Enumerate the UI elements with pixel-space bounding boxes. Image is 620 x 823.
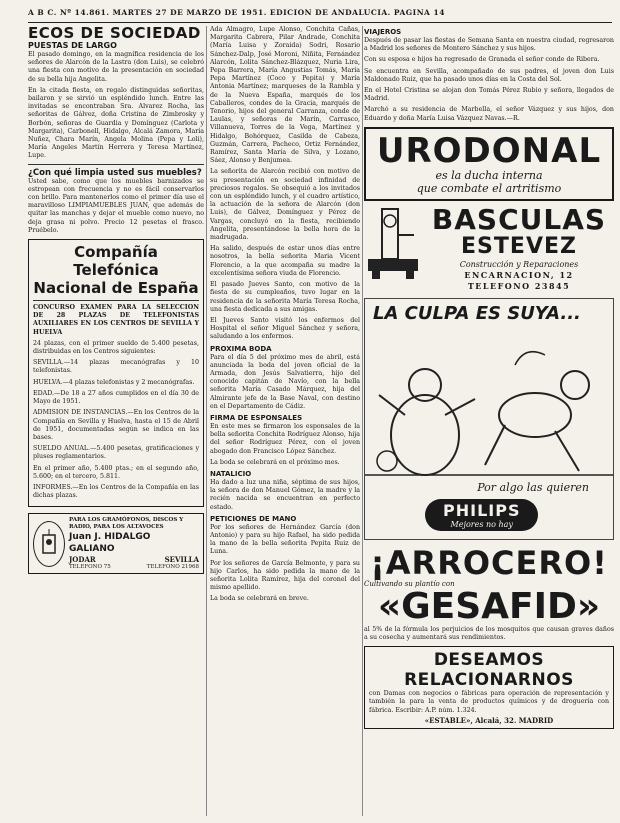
section-subtitle: PUESTAS DE LARGO	[28, 41, 117, 50]
article-paragraph: Ha salido, después de estar unos días entre nosotros, la bella señorita Maria Vicent Florencio, a la que acompaña su madre la excelentísima señora viuda de Florencio.	[210, 245, 360, 277]
hidalgo-phone: TELEFONO 21968	[146, 564, 199, 571]
basculas-address: ENCARNACION, 12	[464, 269, 574, 280]
section-heading: PROXIMA BODA	[210, 344, 272, 353]
article-paragraph: En el Hotel Cristina se alojan don Tomás Pérez Rubio y señora, llegados de Madrid.	[364, 87, 614, 103]
basculas-phone: TELEFONO 23845	[467, 280, 571, 291]
column-divider	[206, 26, 207, 816]
arrocero-sub: Cultivando su plantío con	[364, 579, 455, 588]
relaciones-text: con Damas con negocios o fábricas para operación de representación y también la para la venta de productos químicos y de droguería con fábrica. Escribir: A.P. núm. 1.324.	[369, 690, 609, 714]
hidalgo-tagline: PARA LOS GRAMÓFONOS, DISCOS Y RADIO, PARA LOS ALTAVOCES	[69, 517, 184, 531]
philips-tagline: Mejores no hay	[450, 519, 513, 529]
section-heading: NATALICIO	[210, 469, 252, 478]
basculas-brand: ESTEVEZ	[461, 233, 577, 259]
philips-logo	[425, 499, 538, 531]
section-heading: PETICIONES DE MANO	[210, 514, 297, 523]
article-paragraph: Con su esposa e hijos ha regresado de Granada el señor conde de Ribera.	[364, 56, 600, 64]
telefonica-item: INFORMES.—En los Centros de la Compañía en las dichas plazas.	[33, 483, 199, 500]
article-paragraph: Por los señores de Hernández García (don Antonio) y para su hijo Rafael, ha sido pedida la mano de la bella señorita Pepita Ruiz de Luna.	[210, 523, 360, 556]
ad-text: Usted sabe, como que los muebles barnizados se estropean con frecuencia y no es fácil conservarlos con brillo. Para mantenerlos como el primer día use el maravilloso LIMPIAMUEBLES JUAN, que además de quitar las manchas y dejar el mueble como nuevo, no deja grasa ni polvo. Precio 12 pesetas el frasco. Pruébelo.	[28, 177, 204, 234]
urodonal-tagline: que combate el artritismo	[416, 181, 562, 195]
column-middle	[210, 26, 360, 607]
telefonica-item: En el primer año, 5.400 ptas.; en el segundo año, 5.600; en el tercero, 5.811.	[33, 464, 199, 480]
article-paragraph: Se encuentra en Sevilla, acompañado de sus padres, el joven don Luis Maldonado Ruiz, que ha pasado unos días en la Costa del Sol.	[364, 67, 614, 83]
hidalgo-city: JODAR	[69, 555, 96, 565]
telefonica-item: 24 plazas, con el primer sueldo de 5.400 pesetas, distribuidas en los Centros siguientes:	[33, 339, 199, 356]
philips-ad	[364, 298, 614, 540]
telefonica-item: ADMISION DE INSTANCIAS.—En los Centros de la Compañía en Sevilla y Huelva, hasta el 15 de Abril de 1951, documentadas según se indica en las bases.	[33, 409, 199, 441]
basculas-title: BASCULAS	[431, 202, 607, 236]
article-paragraph: La señorita de Alarcón recibió con motivo de su presentación en sociedad infinidad de preciosos regalos. Se obsequió a los invitados con un espléndido lunch, y el cuadro artístico, la actuación de la señora de Alarcón (don Luis), de Gálvez, Domínguez y Pérez de Vargas, concluyó en la fiesta, recibiendo Angelita, presentándose la bella hora de la madrugada.	[210, 168, 360, 242]
article-paragraph: La boda se celebrará en el próximo mes.	[210, 458, 340, 466]
section-heading: VIAJEROS	[364, 28, 402, 36]
article-paragraph: Para el día 5 del próximo mes de abril, está anunciada la boda del joven oficial de la Armada, don Jesús Salvatierra, hijo del conocido capitán de Navío, con la bella señorita María Casado Márquez, hija del Almirante jefe de la Base Naval, con destino en el Departamento de Cádiz.	[210, 353, 360, 410]
gesafid-title: «GESAFID»	[377, 585, 601, 627]
telefonica-ad	[28, 239, 204, 507]
telefonica-item: SUELDO ANUAL.—5.400 pesetas, gratificaciones y pluses reglamentarios.	[33, 445, 199, 461]
section-title: ECOS DE SOCIEDAD	[28, 26, 201, 42]
article-paragraph: Marchó a su residencia de Marbella, el señor Vázquez y sus hijos, don Eduardo y doña María Luisa Vázquez Navas.—R.	[364, 106, 614, 122]
article-paragraph: Por los señores de García Belmonte, y para su hijo Carlos, ha sido pedida la mano de la señorita Lolita Ramírez, hija del coronel del mismo apellido.	[210, 559, 360, 592]
relaciones-ad	[364, 646, 614, 729]
telefonica-title: Compañía Telefónica	[73, 243, 159, 280]
article-paragraph: Después de pasar las fiestas de Semana Santa en nuestra ciudad, regresaron a Madrid los señores de Montero Sánchez y sus hijos.	[364, 37, 614, 53]
article-paragraph: Ada Almagro, Lupe Alonso, Conchita Cañas, Margarita Cabrera, Pilar Andrade, Conchita (María Luisa y Zoraida) Sodri, Rosario Sánchez-Dalp, José Moroni, Niñita, Fernández Alarcón, Lolita Sánchez-Blázquez, Nuria Lira, Pepa Barrera, María Angustias Tomás, María Pepa Martínez (Coco y Pepita) y María Antonia Martínez; marqueses de la Rambla y de la Nueva España, marqués de los Caballeros, condes de la Gracia, marqués de Tenorio, hijos del general Carranza, conde de Laulas, y señoras de Marín, Carrasco, Villanueva, Torres de la Vega, Martínez y Hidalgo, Bohórquez, Casilda de Cabeza, Guzmán, Carrera, Pacheco, Ortiz Fernández, Ramírez, Santa María de Silva, y Lozano, Sáez, Alonso y Benjumea.	[210, 26, 360, 165]
article-paragraph: El Jueves Santo visitó los enfermos del Hospital el señor Miguel Sánchez y señora, saludando a los enfermos.	[210, 316, 360, 341]
philips-brand: PHILIPS	[443, 500, 521, 520]
relaciones-address: «ESTABLE», Alcalá, 32. MADRID	[424, 715, 554, 725]
column-left	[28, 26, 204, 574]
relaciones-title: DESEAMOS RELACIONARNOS	[404, 650, 574, 691]
column-right	[364, 26, 614, 729]
telefonica-item: EDAD.—De 18 a 27 años cumplidos en el día 30 de Mayo de 1951.	[33, 389, 199, 406]
article-paragraph: El pasado domingo, en la magnífica residencia de los señores de Alarcón de la Lastra (don Luis), se celebró una fiesta con motivo de la presentación en sociedad de su bella hija Angelita.	[28, 51, 204, 83]
article-paragraph: El pasado Jueves Santo, con motivo de la fiesta de su cumpleaños, tuvo lugar en la residencia de la señorita María Teresa Rocha, una fiesta dedicada a sus amigas.	[210, 281, 360, 313]
hidalgo-name: Juan J. HIDALGO GALIANO	[69, 532, 151, 555]
cartoon-title: LA CULPA ES SUYA...	[373, 302, 581, 324]
telefonica-item: HUELVA.—4 plazas telefonistas y 2 mecanógrafas.	[33, 378, 195, 386]
cartoon-illustration-icon	[365, 325, 613, 485]
gesafid-text: al 5% de la fórmula los perjuicios de los mosquitos que causan graves daños a su cosecha y aumentará sus rendimientos.	[364, 625, 614, 642]
column-divider	[362, 26, 363, 816]
article-paragraph: La boda se celebrará en breve.	[210, 595, 309, 603]
urodonal-title: URODONAL	[376, 130, 602, 171]
section-heading: FIRMA DE ESPONSALES	[210, 413, 303, 422]
hidalgo-city: SEVILLA	[164, 555, 199, 565]
telefonica-title: Nacional de España	[33, 279, 199, 298]
divider	[33, 300, 199, 301]
article-paragraph: En este mes se firmaron los esponsales de la bella señorita Conchita Rodríguez Alonso, hija del señor Rodríguez Pérez, con el joven abogado don Francisco López Sánchez.	[210, 422, 360, 455]
basculas-ad	[364, 202, 614, 292]
cartoon-caption: Por algo las quieren	[477, 480, 589, 494]
page-header: A B C. Nº 14.861. MARTES 27 DE MARZO DE 1951. EDICION DE ANDALUCIA. PAGINA 14	[28, 8, 612, 23]
telefonica-concurso: CONCURSO EXAMEN PARA LA SELECCION DE 28 PLAZAS DE TELEFONISTAS AUXILIARES EN LOS CENTROS DE SEVILLA Y HUELVA	[33, 304, 199, 336]
hidalgo-phone: TELEFONO 75	[69, 564, 111, 571]
hidalgo-ad	[28, 513, 204, 574]
basculas-sub: Construcción y Reparaciones	[459, 259, 579, 269]
scale-icon	[364, 205, 424, 287]
telefonica-item: SEVILLA.—14 plazas mecanógrafas y 10 telefonistas.	[33, 359, 199, 375]
article-paragraph: En la citada fiesta, en regalo distinguidas señoritas, bailaron y se sirvió un espléndido lunch. Entre las invitadas se encontraban Sra. Alvarez Rocha, las señoritas de Gálvez, doña Cristina de Zimbrosky y Borbón, señoras de Guardia y Domínguez (Carlota y Margarita), Carbonell, Hidalgo, Alcalá Zamora, María Nuñez, Chara Marín, Angela Molina (Pepa y Loli), María Angeles Martín Herrera y Teresa Martínez, Lupe.	[28, 86, 204, 160]
ad-heading: ¿Con qué limpia usted sus muebles?	[28, 167, 202, 178]
divider	[28, 164, 204, 165]
urodonal-ad	[364, 127, 614, 201]
urodonal-tagline: es la ducha interna	[435, 168, 543, 182]
arrocero-title: ¡ARROCERO!	[370, 543, 608, 582]
article-paragraph: Ha dado a luz una niña, séptima de sus hijos, la señora de don Manuel Gómez, la madre y la recién nacida se encuentran en perfecto estado.	[210, 478, 360, 511]
radio-logo-icon	[33, 521, 65, 567]
